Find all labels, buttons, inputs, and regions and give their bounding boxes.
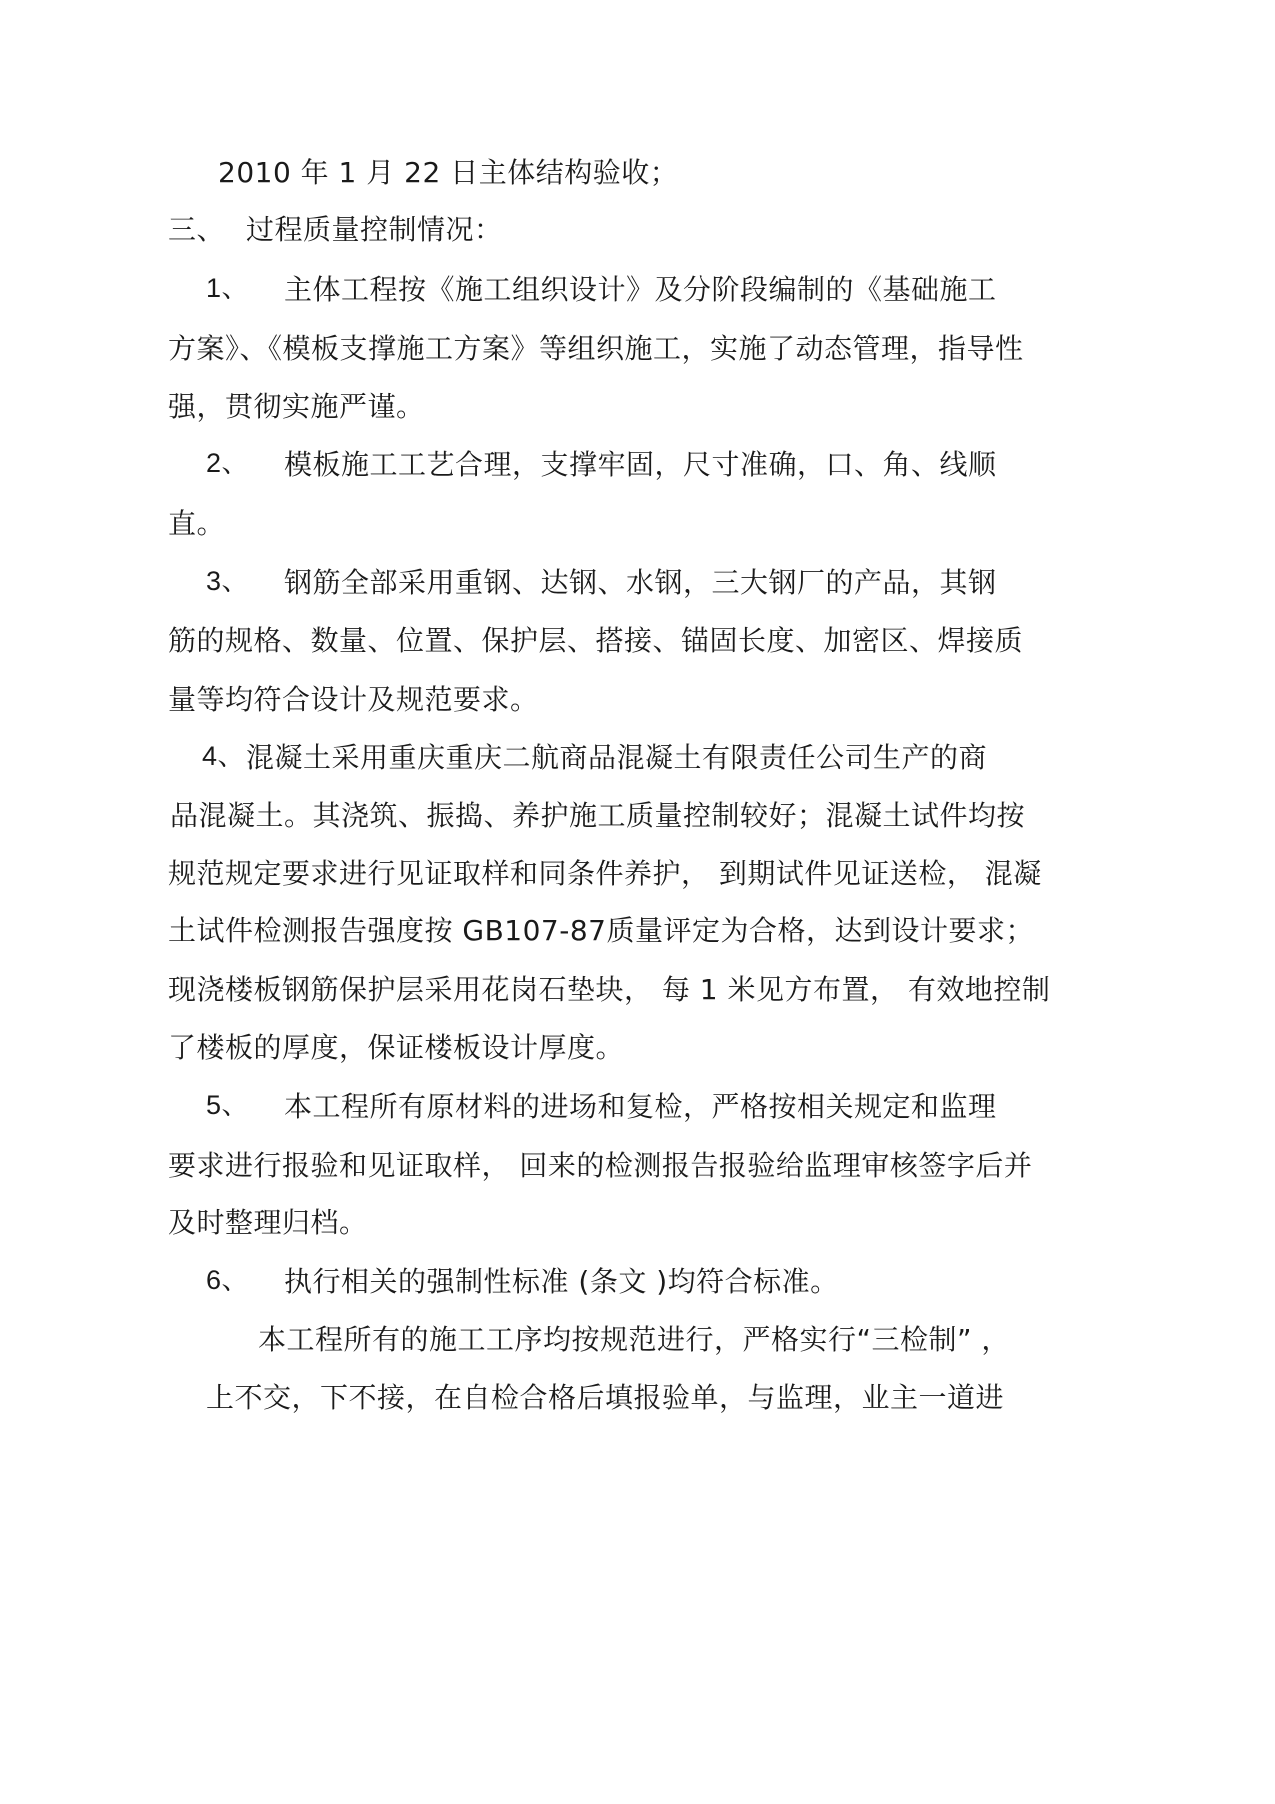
text-line: 量等均符合设计及规范要求。 xyxy=(168,683,539,716)
text-line: 筋的规格、数量、位置、保护层、搭接、锚固长度、加密区、焊接质 xyxy=(168,624,1024,657)
item-number-2: 2、 xyxy=(206,448,250,478)
section-heading: 过程质量控制情况： xyxy=(246,213,503,246)
text-line: 方案》、《模板支撑施工方案》等组织施工，实施了动态管理，指导性 xyxy=(168,332,1024,365)
item-number-1: 1、 xyxy=(206,273,250,303)
text-line-acceptance-date: 2010 年 1 月 22 日主体结构验收； xyxy=(218,156,679,189)
item-number-6: 6、 xyxy=(206,1265,250,1295)
section-number-3: 三、 xyxy=(168,213,226,246)
text-line: 及时整理归档。 xyxy=(168,1206,368,1239)
text-line: 土试件检测报告强度按 GB107-87质量评定为合格，达到设计要求； xyxy=(168,914,1034,947)
item-number-3: 3、 xyxy=(206,566,250,596)
text-line: 现浇楼板钢筋保护层采用花岗石垫块， 每 1 米见方布置， 有效地控制 xyxy=(168,973,1051,1006)
text-line: 模板施工工艺合理，支撑牢固，尺寸准确，口、角、线顺 xyxy=(284,448,997,481)
text-line: 了楼板的厚度，保证楼板设计厚度。 xyxy=(168,1031,625,1064)
text-line: 强，贯彻实施严谨。 xyxy=(168,390,425,423)
item-number-4: 4、 xyxy=(202,741,246,771)
item-number-5: 5、 xyxy=(206,1090,250,1120)
text-line: 要求进行报验和见证取样， 回来的检测报告报验给监理审核签字后并 xyxy=(168,1149,1033,1182)
text-line: 本工程所有原材料的进场和复检，严格按相关规定和监理 xyxy=(284,1090,997,1123)
text-line: 钢筋全部采用重钢、达钢、水钢，三大钢厂的产品，其钢 xyxy=(284,566,997,599)
text-line: 本工程所有的施工工序均按规范进行，严格实行“三检制” ， xyxy=(258,1323,1010,1356)
text-line: 执行相关的强制性标准 (条文 )均符合标准。 xyxy=(284,1265,839,1298)
text-line: 规范规定要求进行见证取样和同条件养护， 到期试件见证送检， 混凝 xyxy=(168,857,1042,890)
text-line: 上不交，下不接，在自检合格后填报验单，与监理，业主一道进 xyxy=(206,1381,1005,1414)
text-line: 直。 xyxy=(168,507,226,540)
text-line: 混凝土采用重庆重庆二航商品混凝土有限责任公司生产的商 xyxy=(246,741,988,774)
text-line: 品混凝土。其浇筑、振捣、养护施工质量控制较好；混凝土试件均按 xyxy=(170,799,1026,832)
text-line: 主体工程按《施工组织设计》及分阶段编制的《基础施工 xyxy=(284,273,997,306)
